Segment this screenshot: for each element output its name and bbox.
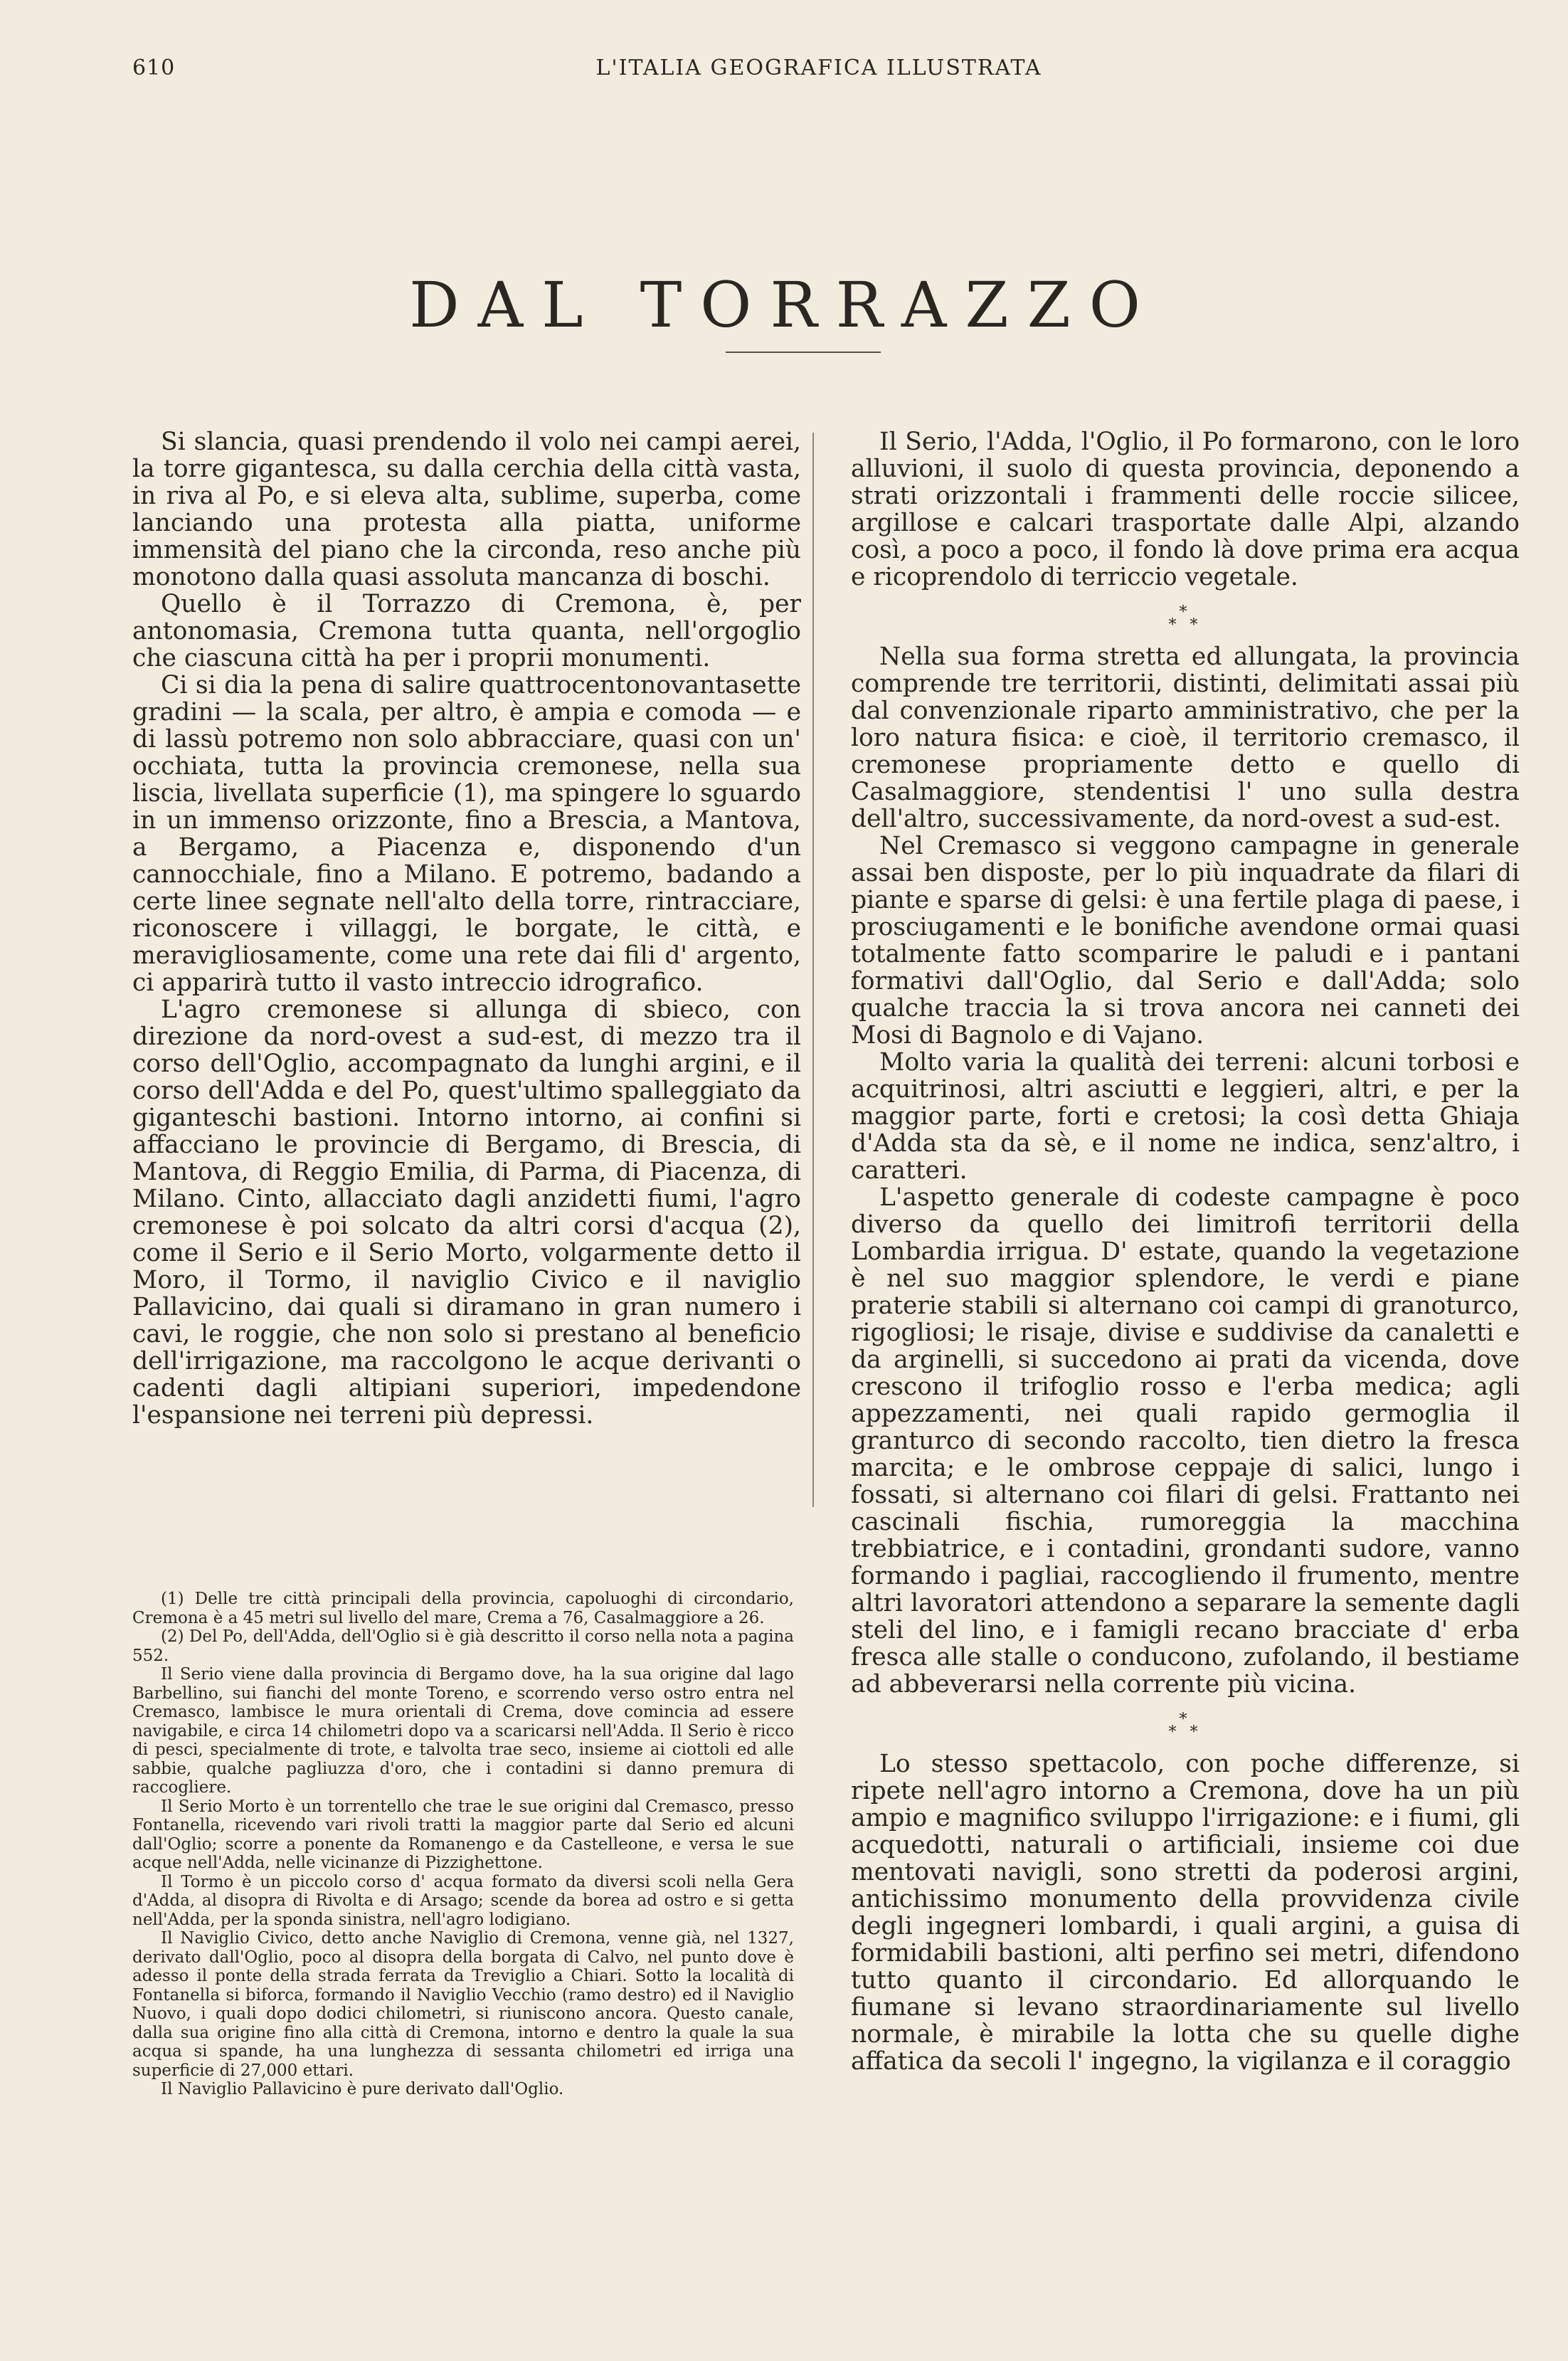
- paragraph: Lo stesso spettacolo, con poche differenze, si ripete nell'agro intorno a Cremona, dove ha un più ampio e magnifico sviluppo l'irrigazione: e i fiumi, gli acquedotti, naturali o artificiali, insieme coi due mentovati navigli, sono stretti da poderosi argini, antichissimo monumento della provvidenza civile degli ingegneri lombardi, i quali argini, a guisa di formidabili bastioni, alti perfino sei metri, difendono tutto quanto il circondario. Ed allorquando le fiumane si levano straordinariamente sul livello normale, è mirabile la lotta che su quelle dighe affatica da secoli l' ingegno, la vigilanza e il coraggio: [851, 1750, 1520, 2076]
- left-column: [132, 428, 801, 1429]
- footnote: (2) Del Po, dell'Adda, dell'Oglio si è già descritto il corso nella nota a pagina 552.: [132, 1627, 794, 1665]
- running-head: [132, 56, 1505, 84]
- page-number: 610: [132, 56, 176, 80]
- paragraph: Si slancia, quasi prendendo il volo nei campi aerei, la torre gigantesca, su dalla cerchia della città vasta, in riva al Po, e si eleva alta, sublime, superba, come lanciando una protesta alla piatta, uniforme immensità del piano che la circonda, reso anche più monotono dalla quasi assoluta mancanza di boschi.: [132, 428, 801, 591]
- article-title: DAL TORRAZZO: [409, 268, 1159, 342]
- asterism-bottom: * *: [1168, 616, 1202, 634]
- title-rule: [726, 352, 881, 353]
- footnote: (1) Delle tre città principali della provincia, capoluoghi di circondario, Cremona è a 45 metri sul livello del mare, Crema a 76, Casalmaggiore a 26.: [132, 1590, 794, 1627]
- asterism-bottom: * *: [1168, 1723, 1202, 1741]
- paragraph: Il Serio, l'Adda, l'Oglio, il Po formarono, con le loro alluvioni, il suolo di questa provincia, deponendo a strati orizzontali i frammenti delle roccie silicee, argillose e calcari trasportate dalle Alpi, alzando così, a poco a poco, il fondo là dove prima era acqua e ricoprendolo di terriccio vegetale.: [851, 428, 1520, 591]
- paragraph: L'aspetto generale di codeste campagne è poco diverso da quello dei limitrofi territorii della Lombardia irrigua. D' estate, quando la vegetazione è nel suo maggior splendore, le verdi e piane praterie stabili si alternano coi campi di granoturco, rigogliosi; le risaje, divise e suddivise da canaletti e da arginelli, si succedono ai prati da vicenda, dove crescono il trifoglio rosso e l'erba medica; agli appezzamenti, nei quali rapido germoglia il granturco di secondo raccolto, tien dietro la fresca marcita; e le ombrose ceppaje di salici, lungo i fossati, si alternano coi filari di gelsi. Frattanto nei cascinali fischia, rumoreggia la macchina trebbiatrice, e i contadini, grondanti sudore, vanno formando i pagliai, raccogliendo il frumento, mentre altri lavoratori attendono a separare la semente dagli steli del lino, e i famigli recano bracciate d' erba fresca alle stalle o conducono, zufolando, il bestiame ad abbeverarsi nella corrente più vicina.: [851, 1183, 1520, 1699]
- footnote: Il Naviglio Civico, detto anche Naviglio di Cremona, venne già, nel 1327, derivato dall'Oglio, poco al disopra della borgata di Calvo, nel punto dove è adesso il ponte della strada ferrata da Treviglio a Chiari. Sotto la località di Fontanella si biforca, formando il Naviglio Vecchio (ramo destro) ed il Naviglio Nuovo, i quali dopo dodici chilometri, si riuniscono ancora. Questo canale, dalla sua origine fino alla città di Cremona, intorno e dentro la quale la sua acqua si spande, ha una lunghezza di sessanta chilometri ed irriga una superficie di 27,000 ettari.: [132, 1929, 794, 2080]
- paragraph: Nel Cremasco si veggono campagne in generale assai ben disposte, per lo più inquadrate da filari di piante e sparse di gelsi: è una fertile plaga di paese, i prosciugamenti e le bonifiche avendone ormai quasi totalmente fatto scomparire le paludi e i pantani formativi dall'Oglio, dal Serio e dall'Adda; solo qualche traccia la si trova ancora nei canneti dei Mosi di Bagnolo e di Vajano.: [851, 832, 1520, 1050]
- paragraph: Molto varia la qualità dei terreni: alcuni torbosi e acquitrinosi, altri asciutti e leggieri, altri, e per la maggior parte, forti e cretosi; la così detta Ghiaja d'Adda sta da sè, e il nome ne indica, senz'altro, i caratteri.: [851, 1048, 1520, 1185]
- asterism-top: *: [1179, 603, 1192, 621]
- asterism-top: *: [1179, 1711, 1192, 1728]
- paragraph: Quello è il Torrazzo di Cremona, è, per antonomasia, Cremona tutta quanta, nell'orgoglio che ciascuna città ha per i proprii monumenti.: [132, 590, 801, 672]
- column-divider: [812, 433, 814, 1507]
- paragraph: Nella sua forma stretta ed allungata, la provincia comprende tre territorii, distinti, delimitati assai più dal convenzionale riparto amministrativo, che per la loro natura fisica: e cioè, il territorio cremasco, il cremonese propriamente detto e quello di Casalmaggiore, stendentisi l' uno sulla destra dell'altro, successivamente, da nord-ovest a sud-est.: [851, 643, 1520, 833]
- paragraph: L'agro cremonese si allunga di sbieco, con direzione da nord-ovest a sud-est, di mezzo tra il corso dell'Oglio, accompagnato da lunghi argini, e il corso dell'Adda e del Po, quest'ultimo spalleggiato da giganteschi bastioni. Intorno intorno, ai confini si affacciano le provincie di Bergamo, di Brescia, di Mantova, di Reggio Emilia, di Parma, di Piacenza, di Milano. Cinto, allacciato dagli anzidetti fiumi, l'agro cremonese è poi solcato da altri corsi d'acqua (2), come il Serio e il Serio Morto, volgarmente detto il Moro, il Tormo, il naviglio Civico e il naviglio Pallavicino, dai quali si diramano in gran numero i cavi, le roggie, che non solo si prestano al beneficio dell'irrigazione, ma raccolgono le acque derivanti o cadenti dagli altipiani superiori, impedendone l'espansione nei terreni più depressi.: [132, 995, 801, 1430]
- paragraph: Ci si dia la pena di salire quattrocentonovantasette gradini — la scala, per altro, è ampia e comoda — e di lassù potremo non solo abbracciare, quasi con un' occhiata, tutta la provincia cremonese, nella sua liscia, livellata superficie (1), ma spingere lo sguardo in un immenso orizzonte, fino a Brescia, a Mantova, a Bergamo, a Piacenza e, disponendo d'un cannocchiale, fino a Milano. E potremo, badando a certe linee segnate nell'alto della torre, rintracciare, riconoscere i villaggi, le borgate, le città, e meravigliosamente, come una rete dai fili d' argento, ci apparirà tutto il vasto intreccio idrografico.: [132, 671, 801, 997]
- section-separator: [851, 603, 1520, 634]
- section-separator: [851, 1713, 1520, 1739]
- footnote: Il Serio viene dalla provincia di Bergamo dove, ha la sua origine dal lago Barbellino, sui fianchi del monte Toreno, e scorrendo verso ostro entra nel Cremasco, lambisce le mura orientali di Crema, dove comincia ad essere navigabile, e circa 14 chilometri dopo va a scaricarsi nell'Adda. Il Serio è ricco di pesci, specialmente di trote, e talvolta trae seco, insieme ai ciottoli ed alle sabbie, qualche pagliuzza d'oro, che i contadini si danno premura di raccogliere.: [132, 1665, 794, 1797]
- footnote: Il Tormo è un piccolo corso d' acqua formato da diversi scoli nella Gera d'Adda, al disopra di Rivolta e di Arsago; scende da borea ad ostro e si getta nell'Adda, per la sponda sinistra, nell'agro lodigiano.: [132, 1872, 794, 1929]
- footnote: Il Naviglio Pallavicino è pure derivato dall'Oglio.: [161, 2080, 564, 2098]
- right-column: [851, 428, 1520, 2075]
- footnotes: [132, 1590, 794, 2099]
- footnote: Il Serio Morto è un torrentello che trae le sue origini dal Cremasco, presso Fontanella, ricevendo vari rivoli tratti la maggior parte dal Serio ed alcuni dall'Oglio; scorre a ponente da Romanengo e da Castelleone, e versa le sue acque nell'Adda, nelle vicinanze di Pizzighettone.: [132, 1797, 794, 1872]
- journal-title: L'ITALIA GEOGRAFICA ILLUSTRATA: [595, 56, 1042, 80]
